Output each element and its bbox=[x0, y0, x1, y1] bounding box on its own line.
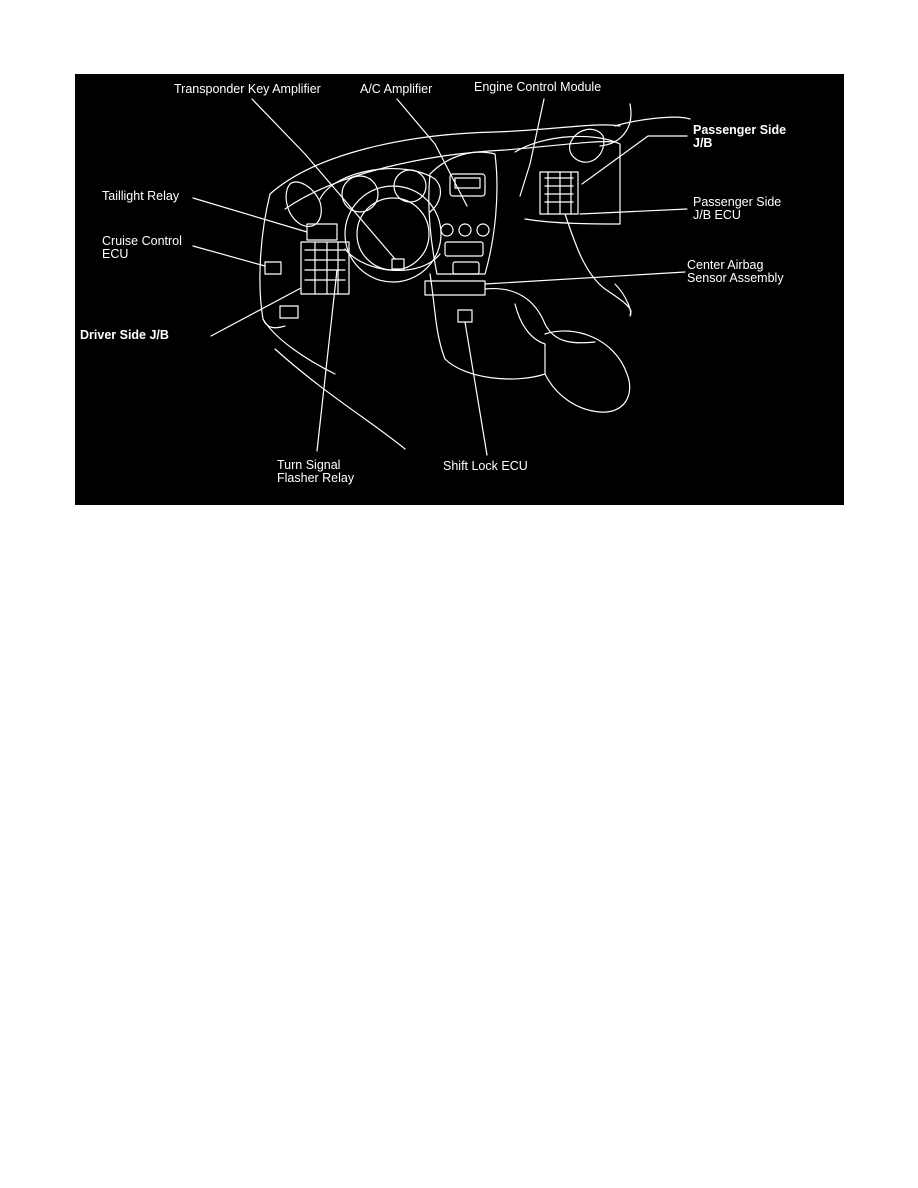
label-passenger-side-jb-ecu bbox=[693, 196, 781, 222]
leader-shift-lock bbox=[465, 322, 487, 455]
label-engine-control-module: Engine Control Module bbox=[474, 80, 602, 94]
label-passenger-side-jb-line1: Passenger Side bbox=[693, 123, 787, 137]
right-vent bbox=[570, 129, 604, 162]
leader-passenger-jb-ecu bbox=[580, 209, 687, 214]
leader-airbag bbox=[485, 272, 685, 284]
label-driver-side-jb: Driver Side J/B bbox=[80, 328, 169, 342]
leader-turn-signal bbox=[317, 270, 337, 451]
leader-ac bbox=[397, 99, 467, 206]
label-center-airbag-line2: Sensor Assembly bbox=[687, 271, 784, 285]
label-passenger-side-jb-ecu-line1: Passenger Side bbox=[693, 195, 782, 209]
center-console bbox=[430, 274, 545, 379]
leader-driver-jb bbox=[211, 288, 301, 336]
label-turn-signal-flasher-relay bbox=[277, 459, 354, 485]
label-center-airbag-sensor-assembly bbox=[687, 259, 784, 285]
label-cruise-control-ecu-line2: ECU bbox=[102, 247, 129, 261]
transponder-block bbox=[392, 259, 404, 269]
label-cruise-control-ecu bbox=[102, 235, 182, 261]
cruise-ecu-block bbox=[265, 262, 281, 274]
label-passenger-side-jb bbox=[693, 124, 786, 150]
leader-taillight bbox=[193, 198, 307, 232]
label-turn-signal-line1: Turn Signal bbox=[277, 458, 341, 472]
label-cruise-control-ecu-line1: Cruise Control bbox=[102, 234, 182, 248]
shift-lock-block bbox=[458, 310, 472, 322]
label-shift-lock-ecu: Shift Lock ECU bbox=[443, 459, 528, 473]
label-turn-signal-line2: Flasher Relay bbox=[277, 471, 355, 485]
leader-passenger-jb bbox=[582, 136, 687, 184]
label-passenger-side-jb-ecu-line2: J/B ECU bbox=[693, 208, 741, 222]
steering-wheel bbox=[345, 186, 441, 282]
leader-cruise-ecu bbox=[193, 246, 265, 266]
airbag-sensor-block bbox=[425, 281, 485, 295]
component-location-diagram bbox=[75, 74, 844, 505]
dash-top-outline bbox=[270, 125, 620, 194]
label-ac-amplifier: A/C Amplifier bbox=[360, 82, 433, 96]
leader-transponder bbox=[252, 99, 395, 259]
label-passenger-side-jb-line2: J/B bbox=[693, 136, 713, 150]
label-taillight-relay: Taillight Relay bbox=[102, 189, 180, 203]
label-center-airbag-line1: Center Airbag bbox=[687, 258, 764, 272]
label-transponder-key-amplifier: Transponder Key Amplifier bbox=[174, 82, 321, 96]
